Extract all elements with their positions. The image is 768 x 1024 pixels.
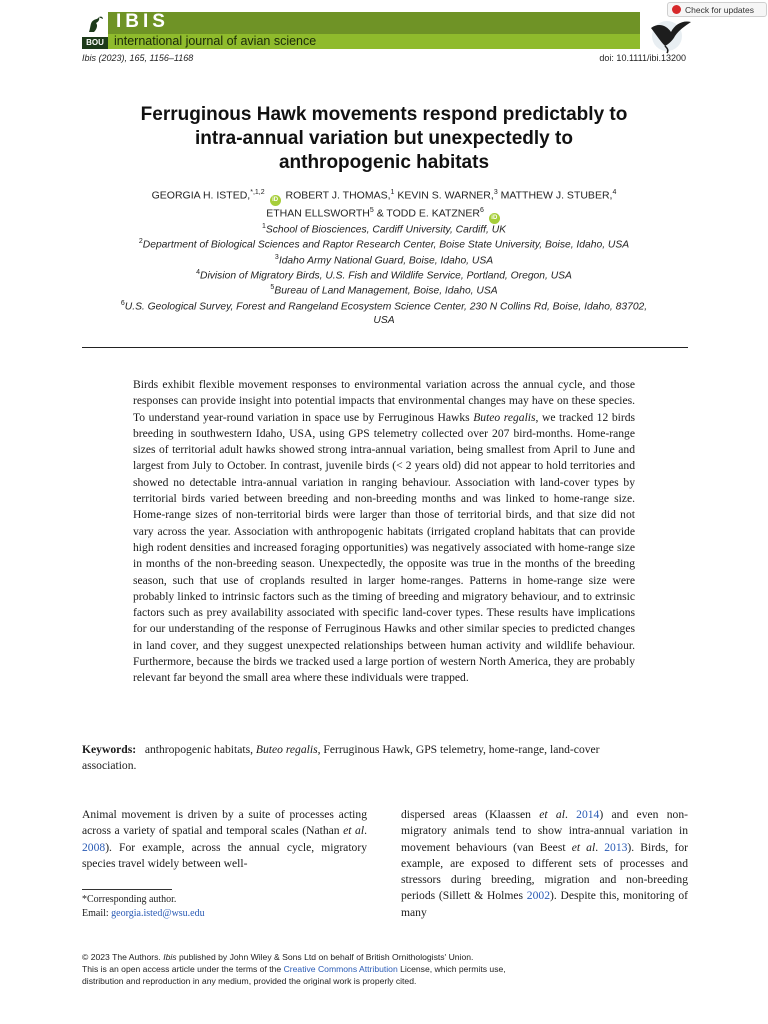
affiliation: $^6$U.S. Geological Survey, Forest and Rangeland Ecosystem Science Center, 230 N Collins Rd, Boise, Idaho, 83702, — [120, 300, 648, 313]
license-notice: © 2023 The Authors. Ibis published by John Wiley & Sons Ltd on behalf of British Ornithologists' Union. This is an open access article under the terms of the Creative Commons Attribution License, which permits use, distribution and reproduction in any medium, provided the original work is properly cited. — [82, 952, 506, 986]
affiliation: $^3$Idaho Army National Guard, Boise, Idaho, USA — [274, 254, 494, 267]
author-name: ROBERT J. THOMAS, — [285, 189, 391, 202]
corresponding-author-footnote — [82, 893, 205, 921]
journal-subtitle: international journal of avian science — [114, 34, 317, 48]
author-affil-sup: 6 — [479, 207, 484, 214]
orcid-icon[interactable]: iD — [270, 195, 281, 206]
crossmark-icon — [672, 5, 681, 14]
author-affil-sup: 1 — [390, 189, 395, 196]
ibis-bird-logo-icon — [86, 14, 104, 34]
creative-commons-link[interactable]: Creative Commons Attribution — [283, 964, 398, 974]
email-link[interactable]: georgia.isted@wsu.edu — [111, 908, 205, 919]
author-affil-sup: 5 — [369, 207, 374, 214]
bou-logo-text: BOU — [82, 37, 108, 49]
journal-name: IBIS — [116, 11, 169, 32]
keywords: Keywords: anthropogenic habitats, Buteo regalis, Ferruginous Hawk, GPS telemetry, home-range, land-cover association. — [82, 743, 600, 773]
author-name: GEORGIA H. ISTED, — [151, 189, 251, 202]
affiliation: $^5$Bureau of Land Management, Boise, Idaho, USA — [270, 284, 498, 297]
header-divider — [82, 347, 688, 348]
author-affil-sup: 4 — [612, 189, 617, 196]
body-text-right-column: dispersed areas (Klaassen et al. 2014) and even non-migratory animals tend to show intra-annual variation in movement behaviours (van Beest et al. 2013). Birds, for example, are exposed to different sets of processes and stressors during breeding, migration and non-breeding periods (Sillett & Holmes 2002). Despite this, monitoring of many — [401, 808, 689, 919]
author-affil-sup: *,1,2 — [250, 189, 265, 196]
citation-link[interactable]: 2014 — [576, 808, 600, 821]
title-line: Ferruginous Hawk movements respond predictably to — [140, 104, 628, 125]
affiliation: $^4$Division of Migratory Birds, U.S. Fish and Wildlife Service, Portland, Oregon, USA — [196, 269, 572, 282]
title-line: intra-annual variation but unexpectedly to — [195, 128, 573, 149]
flying-ibis-icon — [645, 14, 693, 54]
affiliation: $^2$Department of Biological Sciences and Raptor Research Center, Boise State University, Boise, Idaho, USA — [138, 238, 630, 251]
author-affil-sup: 3 — [493, 189, 498, 196]
email-label: Email: — [82, 908, 112, 919]
check-for-updates-label: Check for updates — [685, 4, 754, 15]
title-line: anthropogenic habitats — [278, 152, 490, 173]
citation: Ibis (2023), 165, 1156–1168 — [82, 53, 194, 63]
author-name: & TODD E. KATZNER — [376, 207, 480, 220]
body-text-left-column: Animal movement is driven by a suite of processes acting across a variety of spatial and temporal scales (Nathan et al. 2008). For example, across the annual cycle, migratory species travel widely between well- — [82, 808, 367, 870]
affiliation: $^1$School of Biosciences, Cardiff University, Cardiff, UK — [261, 223, 507, 236]
orcid-icon[interactable]: iD — [489, 213, 500, 224]
corresponding-author-label: *Corresponding author. — [82, 894, 177, 905]
doi: doi: 10.1111/ibi.13200 — [599, 53, 686, 63]
affiliation-continuation: USA — [373, 315, 395, 326]
author-name: KEVIN S. WARNER, — [397, 189, 494, 202]
citation-link[interactable]: 2008 — [82, 840, 106, 854]
author-name: MATTHEW J. STUBER, — [500, 189, 613, 202]
footnote-divider — [82, 889, 172, 890]
author-name: ETHAN ELLSWORTH — [266, 207, 370, 220]
article-title — [70, 103, 698, 175]
citation-link[interactable]: 2002 — [526, 889, 550, 903]
abstract: Birds exhibit flexible movement responses to environmental variation across the annual cycle, and those responses can provide insight into potential impacts that environmental changes may have on these species. To understand year-round variation in space use by Ferruginous Hawks Buteo regalis, we tracked 12 birds breeding in southwestern Idaho, USA, using GPS telemetry collected over 207 bird-months. Home-range sizes of territorial adult hawks showed strong intra-annual variation, being smallest from April to June and largest from July to October. In contrast, juvenile birds (< 2 years old) did not appear to hold territories and showed no detectable intra-annual variation in ranging behaviour. Association with land-cover types by territorial birds varied between breeding and non-breeding months and was linked to home-range size. Home-range sizes of non-territorial birds were larger than those of territorial birds, and that size did not vary across the year. Association with anthropogenic habitats (irrigated cropland habitats that can provide high rodent densities and increased foraging opportunities) was negatively associated with home-range size in months of the non-breeding season. Unexpectedly, the opposite was true in the months of the breeding season, such that use of croplands resulted in larger home-ranges. Patterns in home-range size were probably linked to intrinsic factors such as the timing of breeding and migratory behaviour, and to extrinsic factors such as prey availability associated with specific land-cover types. These results have implications for our understanding of the response of Ferruginous Hawks and other similar species to predicted changes in land cover, and they suggest unexpected relationships between human activity and wildlife behaviour. Furthermore, because the birds we tracked used a large portion of western North America, they are probably relevant far beyond the small area where these individuals were trapped. — [133, 378, 636, 685]
citation-link[interactable]: 2013 — [604, 840, 628, 854]
